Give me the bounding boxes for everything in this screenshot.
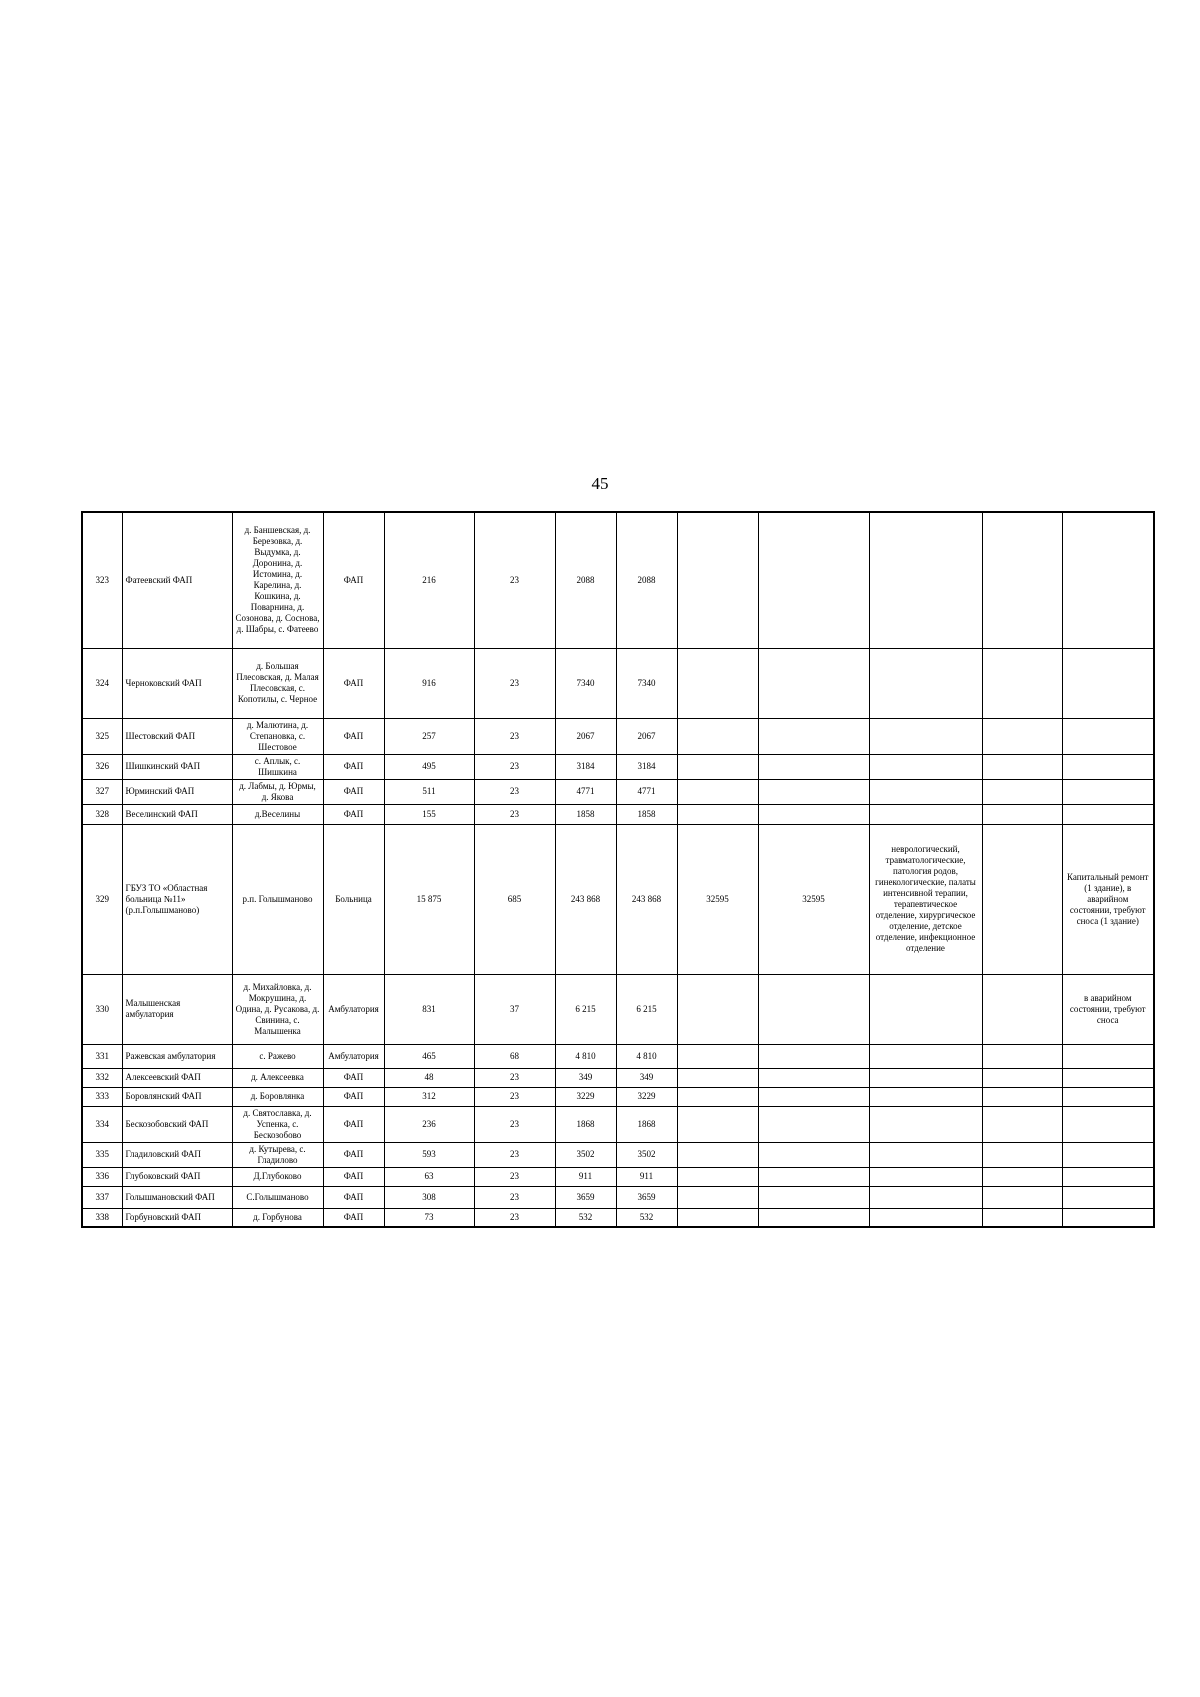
cell-area-total: 1858 xyxy=(555,804,616,824)
cell-area-3 xyxy=(677,754,758,779)
cell-col-12 xyxy=(982,1044,1062,1068)
cell-building-condition xyxy=(1062,512,1154,648)
cell-population: 257 xyxy=(384,718,474,754)
cell-area-4 xyxy=(758,1142,869,1167)
cell-staff: 23 xyxy=(474,1186,555,1208)
cell-facility-name: Фатеевский ФАП xyxy=(122,512,232,648)
cell-population: 73 xyxy=(384,1208,474,1227)
cell-staff: 23 xyxy=(474,1167,555,1186)
cell-population: 63 xyxy=(384,1167,474,1186)
cell-area-total: 532 xyxy=(555,1208,616,1227)
cell-population: 511 xyxy=(384,779,474,804)
cell-row-number: 334 xyxy=(82,1106,122,1142)
cell-col-12 xyxy=(982,1087,1062,1106)
cell-settlements-served: С.Голышманово xyxy=(232,1186,323,1208)
cell-facility-name: ГБУЗ ТО «Областная больница №11» (р.п.Голышманово) xyxy=(122,824,232,974)
cell-population: 308 xyxy=(384,1186,474,1208)
cell-building-condition xyxy=(1062,1044,1154,1068)
cell-population: 155 xyxy=(384,804,474,824)
cell-area-2: 4 810 xyxy=(616,1044,677,1068)
cell-departments xyxy=(869,1186,982,1208)
cell-settlements-served: с. Аплык, с. Шишкина xyxy=(232,754,323,779)
cell-staff: 23 xyxy=(474,804,555,824)
cell-area-2: 2067 xyxy=(616,718,677,754)
table-row xyxy=(82,648,1154,718)
cell-area-total: 7340 xyxy=(555,648,616,718)
cell-settlements-served: д. Кутырева, с. Гладилово xyxy=(232,1142,323,1167)
cell-building-condition xyxy=(1062,1068,1154,1087)
cell-col-12 xyxy=(982,1068,1062,1087)
cell-facility-name: Алексеевский ФАП xyxy=(122,1068,232,1087)
cell-building-condition xyxy=(1062,1167,1154,1186)
cell-row-number: 335 xyxy=(82,1142,122,1167)
cell-building-condition xyxy=(1062,718,1154,754)
table-row xyxy=(82,1044,1154,1068)
cell-building-condition xyxy=(1062,1208,1154,1227)
cell-col-12 xyxy=(982,1142,1062,1167)
cell-col-12 xyxy=(982,974,1062,1044)
cell-facility-type: ФАП xyxy=(323,1068,384,1087)
cell-area-2: 4771 xyxy=(616,779,677,804)
cell-area-total: 911 xyxy=(555,1167,616,1186)
cell-settlements-served: д. Боровлянка xyxy=(232,1087,323,1106)
cell-row-number: 329 xyxy=(82,824,122,974)
table-row xyxy=(82,1186,1154,1208)
cell-area-3 xyxy=(677,1087,758,1106)
cell-settlements-served: д. Баншевская, д. Березовка, д. Выдумка, д. Доронина, д. Истомина, д. Карелина, д. Кошкина, д. Поварнина, д. Созонова, д. Соснова, д. Шабры, с. Фатеево xyxy=(232,512,323,648)
cell-staff: 23 xyxy=(474,1068,555,1087)
cell-area-2: 532 xyxy=(616,1208,677,1227)
cell-row-number: 327 xyxy=(82,779,122,804)
table-row xyxy=(82,1167,1154,1186)
cell-area-2: 3502 xyxy=(616,1142,677,1167)
cell-row-number: 331 xyxy=(82,1044,122,1068)
cell-departments xyxy=(869,512,982,648)
cell-facility-type: ФАП xyxy=(323,779,384,804)
cell-facility-type: ФАП xyxy=(323,1167,384,1186)
cell-col-12 xyxy=(982,804,1062,824)
cell-building-condition xyxy=(1062,779,1154,804)
cell-population: 831 xyxy=(384,974,474,1044)
cell-facility-name: Бескозобовский ФАП xyxy=(122,1106,232,1142)
cell-settlements-served: д. Большая Плесовская, д. Малая Плесовская, с. Копотилы, с. Черное xyxy=(232,648,323,718)
cell-staff: 23 xyxy=(474,1142,555,1167)
cell-settlements-served: д. Святославка, д. Успенка, с. Бескозобово xyxy=(232,1106,323,1142)
cell-settlements-served: Д.Глубоково xyxy=(232,1167,323,1186)
cell-area-2: 349 xyxy=(616,1068,677,1087)
cell-departments xyxy=(869,754,982,779)
cell-facility-type: ФАП xyxy=(323,648,384,718)
cell-population: 48 xyxy=(384,1068,474,1087)
cell-staff: 23 xyxy=(474,754,555,779)
cell-col-12 xyxy=(982,1167,1062,1186)
cell-staff: 23 xyxy=(474,1106,555,1142)
cell-area-4 xyxy=(758,1087,869,1106)
cell-row-number: 326 xyxy=(82,754,122,779)
cell-area-4 xyxy=(758,974,869,1044)
cell-area-4 xyxy=(758,1106,869,1142)
table-row xyxy=(82,1068,1154,1087)
cell-facility-type: ФАП xyxy=(323,804,384,824)
cell-departments xyxy=(869,1068,982,1087)
cell-area-3 xyxy=(677,648,758,718)
cell-area-total: 349 xyxy=(555,1068,616,1087)
cell-area-4: 32595 xyxy=(758,824,869,974)
cell-facility-type: ФАП xyxy=(323,1087,384,1106)
cell-area-total: 6 215 xyxy=(555,974,616,1044)
cell-departments: неврологический, травматологические, патология родов, гинекологические, палаты интенсивной терапии, терапевтическое отделение, хирургическое отделение, детское отделение, инфекционное отделение xyxy=(869,824,982,974)
cell-row-number: 328 xyxy=(82,804,122,824)
cell-row-number: 332 xyxy=(82,1068,122,1087)
table-row xyxy=(82,1106,1154,1142)
cell-staff: 23 xyxy=(474,718,555,754)
cell-settlements-served: д. Михайловка, д. Мокрушина, д. Одина, д. Русакова, д. Свинина, с. Малышенка xyxy=(232,974,323,1044)
cell-staff: 68 xyxy=(474,1044,555,1068)
cell-facility-type: ФАП xyxy=(323,1208,384,1227)
cell-area-total: 2067 xyxy=(555,718,616,754)
cell-facility-type: ФАП xyxy=(323,512,384,648)
table-row xyxy=(82,804,1154,824)
cell-area-3 xyxy=(677,1106,758,1142)
cell-population: 593 xyxy=(384,1142,474,1167)
cell-area-4 xyxy=(758,648,869,718)
cell-area-2: 3659 xyxy=(616,1186,677,1208)
cell-facility-type: ФАП xyxy=(323,718,384,754)
cell-area-3 xyxy=(677,974,758,1044)
table-row xyxy=(82,718,1154,754)
cell-facility-name: Малышенская амбулатория xyxy=(122,974,232,1044)
table-row xyxy=(82,512,1154,648)
cell-facility-name: Гладиловский ФАП xyxy=(122,1142,232,1167)
cell-building-condition xyxy=(1062,648,1154,718)
cell-staff: 23 xyxy=(474,1208,555,1227)
cell-row-number: 324 xyxy=(82,648,122,718)
cell-facility-name: Шестовский ФАП xyxy=(122,718,232,754)
cell-building-condition xyxy=(1062,754,1154,779)
cell-settlements-served: д. Горбунова xyxy=(232,1208,323,1227)
cell-col-12 xyxy=(982,754,1062,779)
cell-area-total: 3184 xyxy=(555,754,616,779)
cell-settlements-served: р.п. Голышманово xyxy=(232,824,323,974)
cell-population: 465 xyxy=(384,1044,474,1068)
cell-area-2: 1858 xyxy=(616,804,677,824)
cell-row-number: 336 xyxy=(82,1167,122,1186)
cell-area-3 xyxy=(677,1068,758,1087)
cell-facility-name: Голышмановский ФАП xyxy=(122,1186,232,1208)
cell-area-total: 3229 xyxy=(555,1087,616,1106)
cell-row-number: 325 xyxy=(82,718,122,754)
cell-staff: 23 xyxy=(474,1087,555,1106)
cell-facility-name: Юрминский ФАП xyxy=(122,779,232,804)
cell-building-condition: Капитальный ремонт (1 здание), в аварийном состоянии, требуют сноса (1 здание) xyxy=(1062,824,1154,974)
cell-col-12 xyxy=(982,779,1062,804)
cell-area-2: 7340 xyxy=(616,648,677,718)
cell-building-condition xyxy=(1062,1142,1154,1167)
table-row xyxy=(82,1142,1154,1167)
cell-population: 312 xyxy=(384,1087,474,1106)
cell-row-number: 323 xyxy=(82,512,122,648)
cell-departments xyxy=(869,804,982,824)
cell-area-3 xyxy=(677,718,758,754)
cell-area-total: 1868 xyxy=(555,1106,616,1142)
cell-departments xyxy=(869,718,982,754)
cell-facility-name: Ражевская амбулатория xyxy=(122,1044,232,1068)
table-row xyxy=(82,754,1154,779)
cell-col-12 xyxy=(982,1186,1062,1208)
cell-building-condition xyxy=(1062,804,1154,824)
cell-settlements-served: д. Алексеевка xyxy=(232,1068,323,1087)
cell-area-3 xyxy=(677,1208,758,1227)
cell-area-2: 1868 xyxy=(616,1106,677,1142)
cell-staff: 23 xyxy=(474,648,555,718)
cell-col-12 xyxy=(982,1208,1062,1227)
cell-area-4 xyxy=(758,1186,869,1208)
cell-row-number: 337 xyxy=(82,1186,122,1208)
cell-facility-type: Амбулатория xyxy=(323,974,384,1044)
cell-area-2: 911 xyxy=(616,1167,677,1186)
table-row xyxy=(82,1208,1154,1227)
cell-area-3 xyxy=(677,512,758,648)
cell-building-condition xyxy=(1062,1106,1154,1142)
cell-area-4 xyxy=(758,754,869,779)
cell-area-2: 3184 xyxy=(616,754,677,779)
cell-area-3 xyxy=(677,804,758,824)
table-row xyxy=(82,824,1154,974)
cell-area-total: 3659 xyxy=(555,1186,616,1208)
cell-area-3 xyxy=(677,1044,758,1068)
cell-area-total: 4 810 xyxy=(555,1044,616,1068)
cell-area-3 xyxy=(677,1186,758,1208)
cell-settlements-served: д. Лабмы, д. Юрмы, д. Якова xyxy=(232,779,323,804)
table-row xyxy=(82,974,1154,1044)
cell-settlements-served: с. Ражево xyxy=(232,1044,323,1068)
cell-area-total: 243 868 xyxy=(555,824,616,974)
cell-area-2: 6 215 xyxy=(616,974,677,1044)
cell-facility-name: Шишкинский ФАП xyxy=(122,754,232,779)
cell-settlements-served: д. Малютина, д. Степановка, с. Шестовое xyxy=(232,718,323,754)
cell-area-3 xyxy=(677,1142,758,1167)
facilities-table xyxy=(81,511,1155,1228)
cell-col-12 xyxy=(982,718,1062,754)
cell-col-12 xyxy=(982,648,1062,718)
cell-departments xyxy=(869,1167,982,1186)
table-row xyxy=(82,779,1154,804)
cell-facility-name: Горбуновский ФАП xyxy=(122,1208,232,1227)
cell-row-number: 330 xyxy=(82,974,122,1044)
cell-area-2: 243 868 xyxy=(616,824,677,974)
cell-area-4 xyxy=(758,1208,869,1227)
cell-building-condition xyxy=(1062,1087,1154,1106)
cell-facility-type: ФАП xyxy=(323,754,384,779)
cell-area-4 xyxy=(758,779,869,804)
cell-area-4 xyxy=(758,1044,869,1068)
cell-area-total: 4771 xyxy=(555,779,616,804)
cell-facility-type: ФАП xyxy=(323,1106,384,1142)
cell-row-number: 338 xyxy=(82,1208,122,1227)
cell-area-4 xyxy=(758,718,869,754)
cell-facility-name: Черноковский ФАП xyxy=(122,648,232,718)
cell-departments xyxy=(869,1044,982,1068)
cell-col-12 xyxy=(982,1106,1062,1142)
cell-facility-type: Амбулатория xyxy=(323,1044,384,1068)
cell-building-condition xyxy=(1062,1186,1154,1208)
cell-departments xyxy=(869,974,982,1044)
cell-population: 916 xyxy=(384,648,474,718)
cell-staff: 23 xyxy=(474,779,555,804)
cell-departments xyxy=(869,1208,982,1227)
cell-staff: 23 xyxy=(474,512,555,648)
cell-building-condition: в аварийном состоянии, требуют сноса xyxy=(1062,974,1154,1044)
cell-area-total: 2088 xyxy=(555,512,616,648)
cell-row-number: 333 xyxy=(82,1087,122,1106)
cell-departments xyxy=(869,1087,982,1106)
cell-facility-type: Больница xyxy=(323,824,384,974)
cell-departments xyxy=(869,648,982,718)
cell-area-total: 3502 xyxy=(555,1142,616,1167)
cell-facility-type: ФАП xyxy=(323,1186,384,1208)
cell-facility-name: Глубоковский ФАП xyxy=(122,1167,232,1186)
cell-col-12 xyxy=(982,824,1062,974)
cell-area-3 xyxy=(677,779,758,804)
cell-departments xyxy=(869,1142,982,1167)
cell-area-3 xyxy=(677,1167,758,1186)
cell-area-2: 2088 xyxy=(616,512,677,648)
cell-facility-type: ФАП xyxy=(323,1142,384,1167)
cell-area-4 xyxy=(758,1068,869,1087)
cell-population: 236 xyxy=(384,1106,474,1142)
cell-area-2: 3229 xyxy=(616,1087,677,1106)
cell-staff: 37 xyxy=(474,974,555,1044)
cell-area-4 xyxy=(758,512,869,648)
cell-facility-name: Боровлянский ФАП xyxy=(122,1087,232,1106)
cell-area-4 xyxy=(758,1167,869,1186)
cell-area-4 xyxy=(758,804,869,824)
cell-population: 15 875 xyxy=(384,824,474,974)
cell-population: 216 xyxy=(384,512,474,648)
cell-facility-name: Веселинский ФАП xyxy=(122,804,232,824)
cell-area-3: 32595 xyxy=(677,824,758,974)
cell-col-12 xyxy=(982,512,1062,648)
table-row xyxy=(82,1087,1154,1106)
cell-departments xyxy=(869,1106,982,1142)
cell-population: 495 xyxy=(384,754,474,779)
cell-staff: 685 xyxy=(474,824,555,974)
cell-departments xyxy=(869,779,982,804)
cell-settlements-served: д.Веселины xyxy=(232,804,323,824)
page-number: 45 xyxy=(591,474,609,493)
